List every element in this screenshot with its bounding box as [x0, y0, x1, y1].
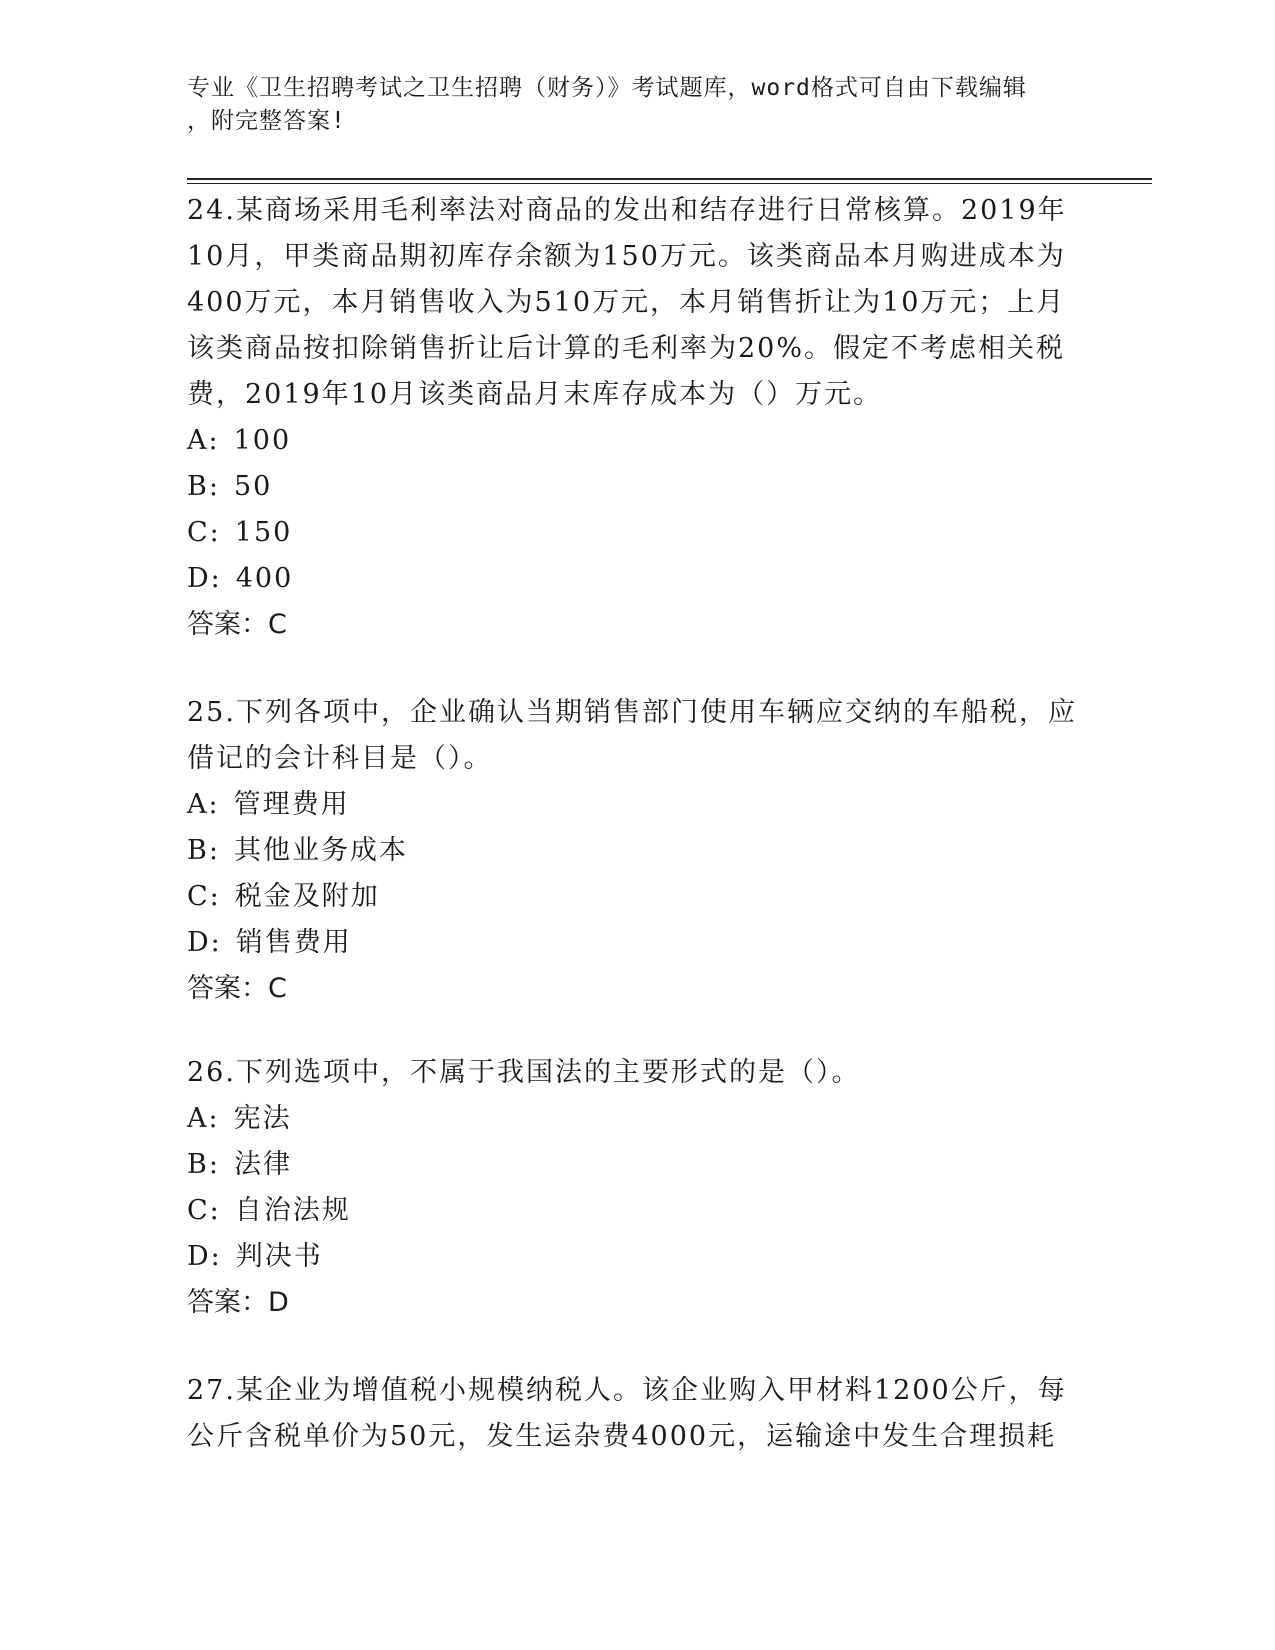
option-letter: D:: [187, 927, 222, 958]
header-line-2: ，附完整答案!: [187, 108, 346, 134]
header-divider-thin: [187, 183, 1152, 184]
option-c: [187, 510, 1087, 556]
option-d: [187, 1234, 1087, 1280]
question-text-line: 公斤含税单价为50元，发生运杂费4000元，运输途中发生合理损耗: [187, 1421, 1057, 1452]
option-letter: C:: [187, 881, 221, 912]
option-a: [187, 418, 1087, 464]
question-27: [187, 1368, 1087, 1460]
option-letter: B:: [187, 835, 220, 866]
option-letter: A:: [187, 425, 220, 456]
header-line-1: 专业《卫生招聘考试之卫生招聘（财务）》考试题库，word格式可自由下载编辑: [187, 75, 1027, 101]
option-c: [187, 1188, 1087, 1234]
option-text: 100: [233, 425, 292, 456]
option-letter: B:: [187, 1149, 220, 1180]
option-text: 400: [235, 563, 294, 594]
question-26: [187, 1050, 1087, 1326]
option-letter: D:: [187, 563, 222, 594]
option-letter: A:: [187, 1103, 220, 1134]
option-text: 其他业务成本: [233, 835, 408, 866]
option-a: [187, 1096, 1087, 1142]
question-text-line: 400万元，本月销售收入为510万元，本月销售折让为10万元；上月: [187, 287, 1066, 318]
option-text: 150: [234, 517, 293, 548]
option-text: 自治法规: [234, 1195, 351, 1226]
answer-line: 答案：C: [187, 973, 287, 1004]
option-d: [187, 920, 1087, 966]
question-text-line: 25.下列各项中，企业确认当期销售部门使用车辆应交纳的车船税，应: [187, 697, 1077, 728]
option-text: 宪法: [233, 1103, 292, 1134]
question-text-line: 费，2019年10月该类商品月末库存成本为（）万元。: [187, 379, 883, 410]
answer-line: 答案：D: [187, 1287, 289, 1318]
header-divider-thick: [187, 178, 1152, 180]
option-letter: C:: [187, 1195, 221, 1226]
question-text-line: 24.某商场采用毛利率法对商品的发出和结存进行日常核算。2019年: [187, 195, 1067, 226]
question-text-line: 该类商品按扣除销售折让后计算的毛利率为20%。假定不考虑相关税: [187, 333, 1066, 364]
option-letter: B:: [187, 471, 220, 502]
option-c: [187, 874, 1087, 920]
option-d: [187, 556, 1087, 602]
option-a: [187, 782, 1087, 828]
answer-line: 答案：C: [187, 609, 287, 640]
question-text-line: 27.某企业为增值税小规模纳税人。该企业购入甲材料1200公斤，每: [187, 1375, 1067, 1406]
option-text: 税金及附加: [234, 881, 380, 912]
question-text-line: 借记的会计科目是（）。: [187, 743, 493, 774]
option-b: [187, 1142, 1087, 1188]
document-header: [187, 72, 1067, 138]
option-text: 管理费用: [233, 789, 350, 820]
option-text: 判决书: [235, 1241, 323, 1272]
option-letter: A:: [187, 789, 220, 820]
question-24: [187, 188, 1087, 648]
option-b: [187, 464, 1087, 510]
question-text-line: 10月，甲类商品期初库存余额为150万元。该类商品本月购进成本为: [187, 241, 1066, 272]
option-text: 销售费用: [235, 927, 352, 958]
option-letter: D:: [187, 1241, 222, 1272]
option-letter: C:: [187, 517, 221, 548]
option-text: 法律: [233, 1149, 292, 1180]
question-25: [187, 690, 1087, 1012]
option-b: [187, 828, 1087, 874]
question-text-line: 26.下列选项中，不属于我国法的主要形式的是（）。: [187, 1057, 861, 1088]
option-text: 50: [233, 471, 273, 502]
